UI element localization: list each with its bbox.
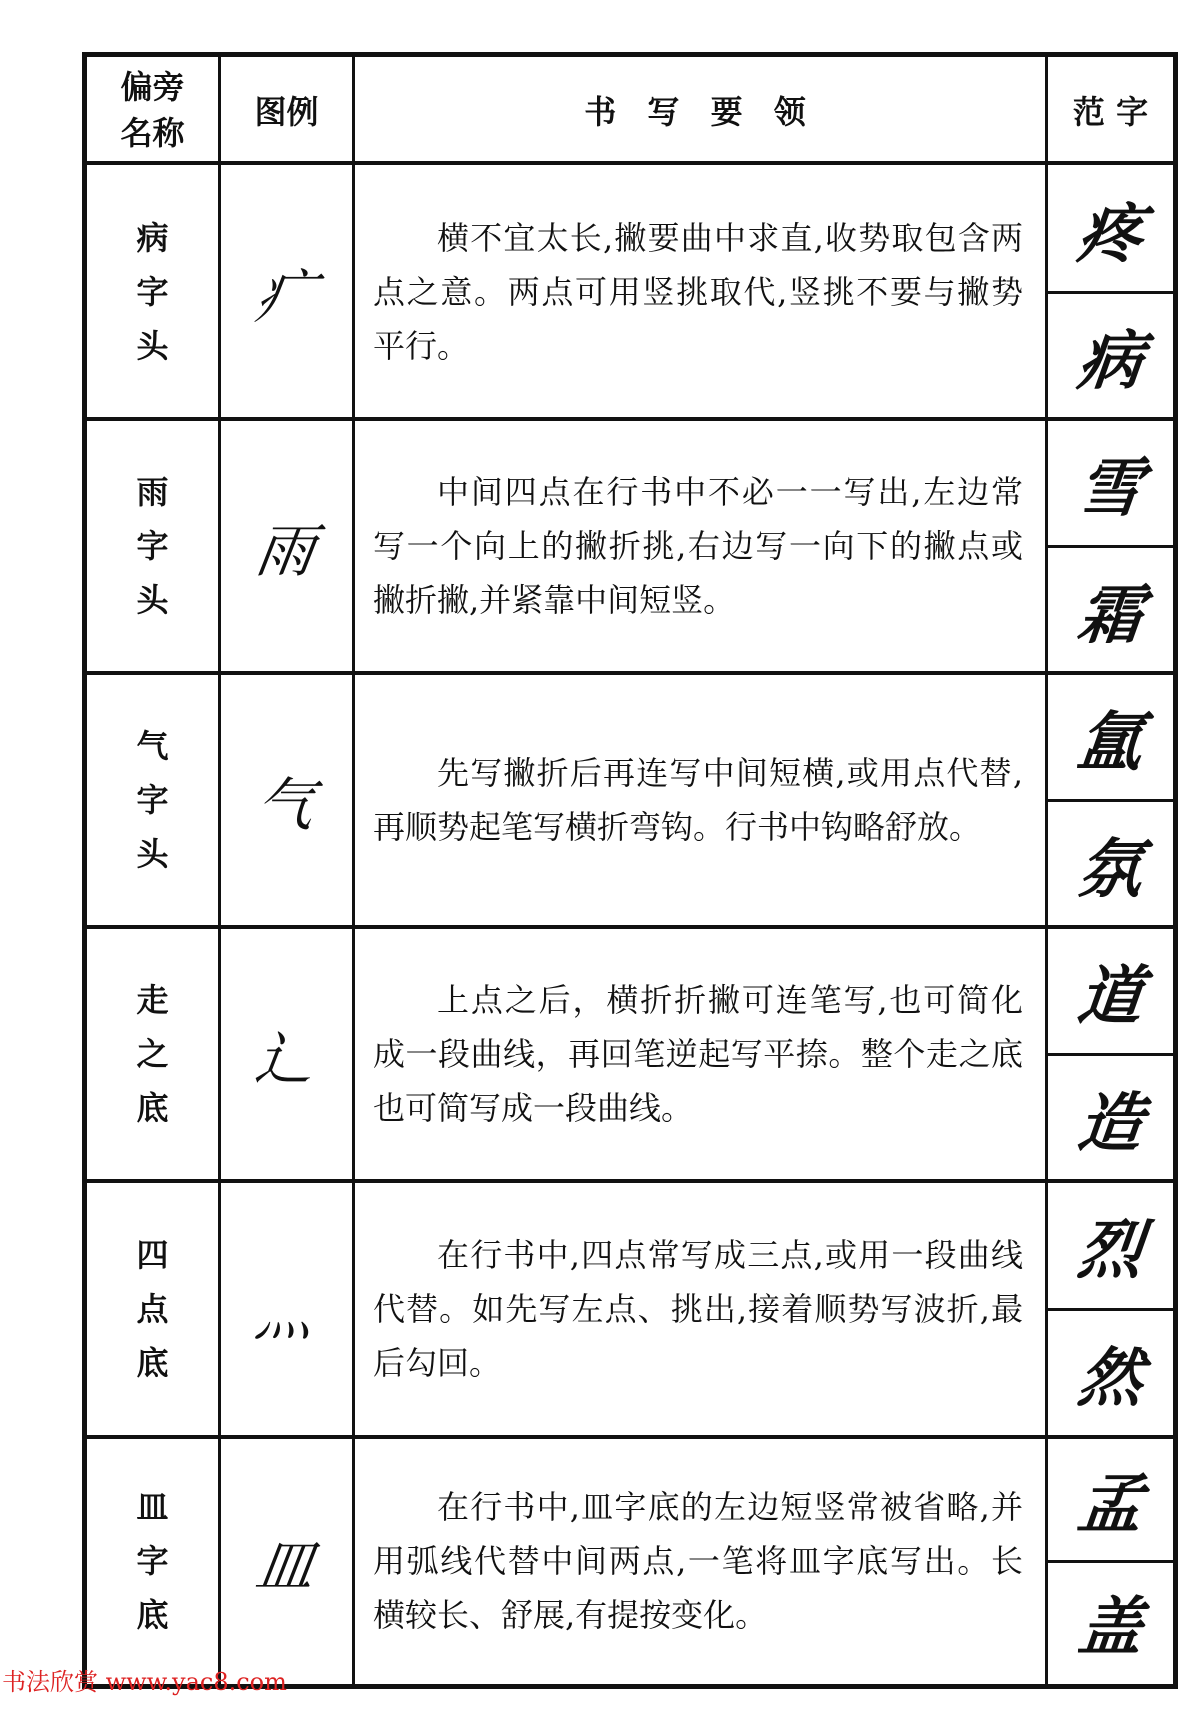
radical-name-char: 字 <box>136 527 169 565</box>
radical-glyph: 疒 <box>252 263 320 331</box>
sample-character-cell <box>1048 1054 1173 1181</box>
header-sample: 范 字 <box>1072 93 1149 131</box>
radical-name <box>87 419 218 673</box>
writing-method-text: 在行书中,四点常写成三点,或用一段曲线代替。如先写左点、挑出,接着顺势写波折,最后勾回。 <box>373 1236 1023 1382</box>
sample-character: 造 <box>1073 1085 1146 1161</box>
sample-character: 雪 <box>1073 450 1146 526</box>
writing-method-text: 中间四点在行书中不必一一写出,左边常写一个向上的撇折挑,右边写一向下的撇点或撇折撇,并紧靠中间短竖。 <box>373 473 1023 619</box>
radical-name-char: 头 <box>136 835 169 873</box>
divider <box>1045 291 1173 294</box>
header-method: 书 写 要 领 <box>584 93 816 131</box>
divider <box>1045 1053 1173 1056</box>
radical-glyph: 气 <box>252 771 320 839</box>
sample-character-cell <box>1048 1309 1173 1437</box>
radical-name-char: 头 <box>136 327 169 365</box>
writing-method <box>355 1181 1045 1437</box>
radical-example-cell <box>221 673 352 927</box>
writing-method-text: 上点之后，横折折撇可连笔写,也可简化成一段曲线，再回笔逆起写平捺。整个走之底也可简写成一段曲线。 <box>373 981 1023 1127</box>
header-example: 图例 <box>254 93 319 131</box>
sample-character: 疼 <box>1073 196 1146 272</box>
sample-character: 孟 <box>1073 1466 1146 1542</box>
radical-name-char: 底 <box>136 1595 169 1634</box>
sample-character-cell <box>1048 165 1173 292</box>
radical-name <box>87 1181 218 1437</box>
sample-character-cell <box>1048 1181 1173 1309</box>
radical-name <box>87 165 218 419</box>
radical-example-cell <box>221 1181 352 1437</box>
divider <box>1045 1308 1173 1311</box>
sample-character: 然 <box>1073 1341 1146 1416</box>
radical-name-char: 之 <box>136 1035 169 1073</box>
header-radical-name <box>87 57 218 163</box>
radical-name <box>87 1437 218 1684</box>
sample-character: 氛 <box>1073 831 1146 907</box>
writing-method <box>355 927 1045 1181</box>
radical-example-cell <box>221 1437 352 1684</box>
watermark: 书法欣赏 www.yac8.com <box>2 1668 287 1696</box>
writing-method <box>355 1437 1045 1684</box>
writing-method <box>355 419 1045 673</box>
radical-name-char: 底 <box>136 1344 169 1382</box>
sample-character-cell <box>1048 673 1173 800</box>
sample-character-cell <box>1048 292 1173 419</box>
radical-name-char: 雨 <box>136 473 169 511</box>
radical-example-cell <box>221 165 352 419</box>
writing-method-text: 在行书中,皿字底的左边短竖常被省略,并用弧线代替中间两点,一笔将皿字底写出。长横较长、舒展,有提按变化。 <box>373 1487 1023 1634</box>
sample-character-cell <box>1048 800 1173 927</box>
radical-name-char: 气 <box>136 727 169 765</box>
header-name-text: 偏旁名称 <box>120 68 185 152</box>
sample-character: 盖 <box>1073 1590 1146 1666</box>
writing-method-text: 先写撇折后再连写中间短横,或用点代替,再顺势起笔写横折弯钩。行书中钩略舒放。 <box>373 754 1023 846</box>
radical-name-char: 底 <box>136 1089 169 1127</box>
writing-method <box>355 673 1045 927</box>
writing-method-text: 横不宜太长,撇要曲中求直,收势取包含两点之意。两点可用竖挑取代,竖挑不要与撇势平行。 <box>373 219 1023 365</box>
divider <box>1045 545 1173 548</box>
sample-character-cell <box>1048 1561 1173 1685</box>
sample-character: 道 <box>1073 958 1146 1034</box>
radical-name <box>87 673 218 927</box>
radical-name-char: 皿 <box>136 1487 169 1526</box>
radical-glyph: 雨 <box>252 517 320 585</box>
radical-name <box>87 927 218 1181</box>
radical-name-char: 字 <box>136 273 169 311</box>
radical-glyph: 皿 <box>252 1531 320 1600</box>
radical-name-char: 点 <box>136 1290 169 1328</box>
radical-name-char: 四 <box>136 1236 169 1274</box>
radical-glyph: 辶 <box>252 1025 320 1093</box>
radical-example-cell <box>221 927 352 1181</box>
writing-method <box>355 165 1045 419</box>
divider <box>1045 799 1173 802</box>
radical-table <box>82 52 1178 1689</box>
radical-example-cell <box>221 419 352 673</box>
sample-character-cell <box>1048 419 1173 546</box>
sample-character: 氲 <box>1073 704 1146 780</box>
sample-character-cell <box>1048 1437 1173 1561</box>
sample-character: 霜 <box>1073 577 1146 653</box>
sample-character-cell <box>1048 546 1173 673</box>
sample-character-cell <box>1048 927 1173 1054</box>
radical-glyph: 灬 <box>252 1280 320 1348</box>
radical-name-char: 字 <box>136 1541 169 1580</box>
radical-name-char: 病 <box>136 219 169 257</box>
radical-name-char: 走 <box>136 981 169 1019</box>
sample-character: 病 <box>1073 323 1146 399</box>
sample-character: 烈 <box>1073 1213 1146 1288</box>
divider <box>1045 1560 1173 1563</box>
radical-name-char: 头 <box>136 581 169 619</box>
radical-name-char: 字 <box>136 781 169 819</box>
